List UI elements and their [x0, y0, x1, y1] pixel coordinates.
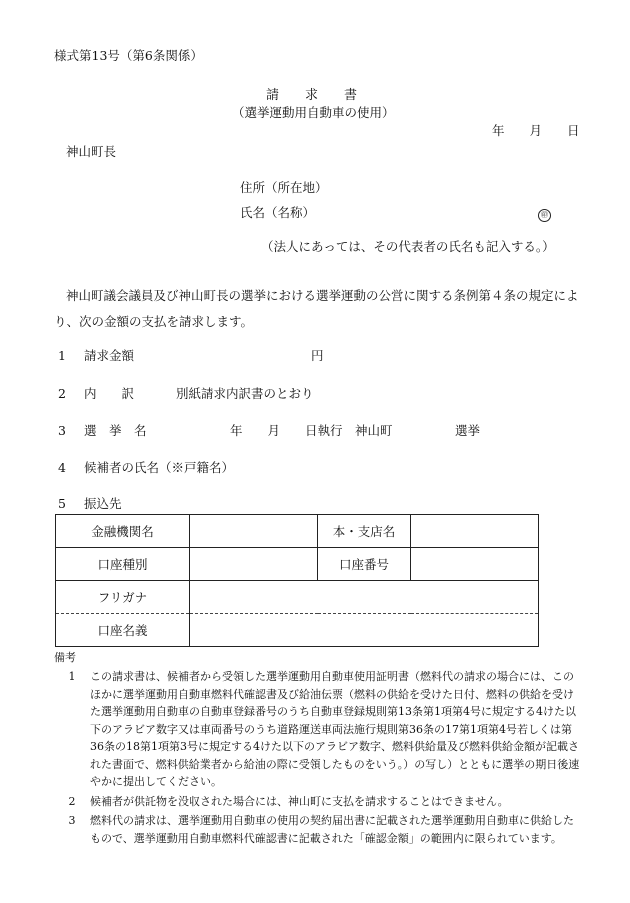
account-holder-label: 口座名義 [56, 614, 190, 647]
item-value-yen: 円 [311, 348, 324, 363]
item-value-breakdown: 別紙請求内訳書のとおり [176, 386, 314, 401]
item-number: 2 [58, 386, 66, 401]
note-number: 1 [68, 670, 76, 683]
bank-account-table [55, 514, 539, 647]
branch-name-label: 本・支店名 [318, 515, 411, 548]
account-type-field[interactable] [190, 548, 318, 581]
seal-icon [538, 207, 551, 222]
furigana-field[interactable] [190, 581, 539, 614]
table-row [56, 614, 539, 647]
item-label-transfer-destination: 振込先 [84, 496, 122, 511]
account-holder-field[interactable] [190, 614, 539, 647]
intro-paragraph: 神山町議会議員及び神山町長の選挙における選挙運動の公営に関する条例第４条の規定により、次の金額の支払を請求します。 [54, 288, 579, 329]
furigana-label: フリガナ [56, 581, 190, 614]
note-item [54, 812, 594, 847]
table-row [56, 515, 539, 548]
account-number-label: 口座番号 [318, 548, 411, 581]
table-row [56, 548, 539, 581]
address-label: 住所（所在地） [240, 180, 328, 195]
notes-section [54, 650, 594, 849]
note-text: この請求書は、候補者から受領した選挙運動用自動車使用証明書（燃料代の請求の場合には、このほかに選挙運動用自動車燃料代確認書及び給油伝票（燃料の供給を受けた日付、燃料の供給を受けた選挙運動用自動車の自動車登録番号のうち自動車登録規則第13条第1項第4号に規定する4けた以下のアラビア数字又は車両番号のうち道路運送車両法施行規則第36条の17第1項第4号若しくは第36条の18第1項第3号に規定する4けた以下のアラビア数字、燃料供給量及び燃料供給金額が記載された書面で、燃料供給業者から給油の際に受領したものをいう。）の写し）とともに選挙の期日後速やかに提出してください。 [90, 670, 580, 788]
name-label: 氏名（名称） [240, 205, 316, 220]
item-number: 5 [58, 496, 66, 511]
branch-name-field[interactable] [411, 515, 539, 548]
addressee: 神山町長 [66, 144, 117, 159]
item-label-breakdown: 内 訳 [84, 386, 135, 401]
note-number: 2 [68, 794, 76, 808]
note-item [54, 668, 594, 791]
item-number: 3 [58, 423, 66, 438]
document-title: 請 求 書 [266, 88, 358, 103]
date-line: 年 月 日 [492, 123, 580, 138]
seal-mark: ㊞ [538, 209, 551, 222]
document-subtitle: （選挙運動用自動車の使用） [232, 105, 395, 120]
note-text: 燃料代の請求は、選挙運動用自動車の使用の契約届出書に記載された選挙運動用自動車に供給したもので、選挙運動用自動車燃料代確認書に記載された「確認金額」の範囲内に限られています。 [90, 814, 574, 845]
bank-name-field[interactable] [190, 515, 318, 548]
account-number-field[interactable] [411, 548, 539, 581]
item-value-election: 年 月 日執行 神山町 選挙 [230, 423, 481, 438]
item-label-election-name: 選 挙 名 [84, 423, 147, 438]
form-number: 様式第13号（第6条関係） [54, 48, 203, 63]
bank-name-label: 金融機関名 [56, 515, 190, 548]
item-label-claim-amount: 請求金額 [84, 348, 135, 363]
notes-heading: 備考 [54, 651, 76, 664]
corporate-note: （法人にあっては、その代表者の氏名も記入する。） [261, 239, 555, 254]
note-number: 3 [68, 814, 76, 827]
account-type-label: 口座種別 [56, 548, 190, 581]
item-label-candidate-name: 候補者の氏名（※戸籍名） [84, 460, 235, 475]
table-row [56, 581, 539, 614]
note-item [54, 793, 594, 811]
note-text: 候補者が供託物を没収された場合には、神山町に支払を請求することはできません。 [90, 794, 509, 808]
item-number: 1 [58, 348, 66, 363]
item-number: 4 [58, 460, 66, 475]
